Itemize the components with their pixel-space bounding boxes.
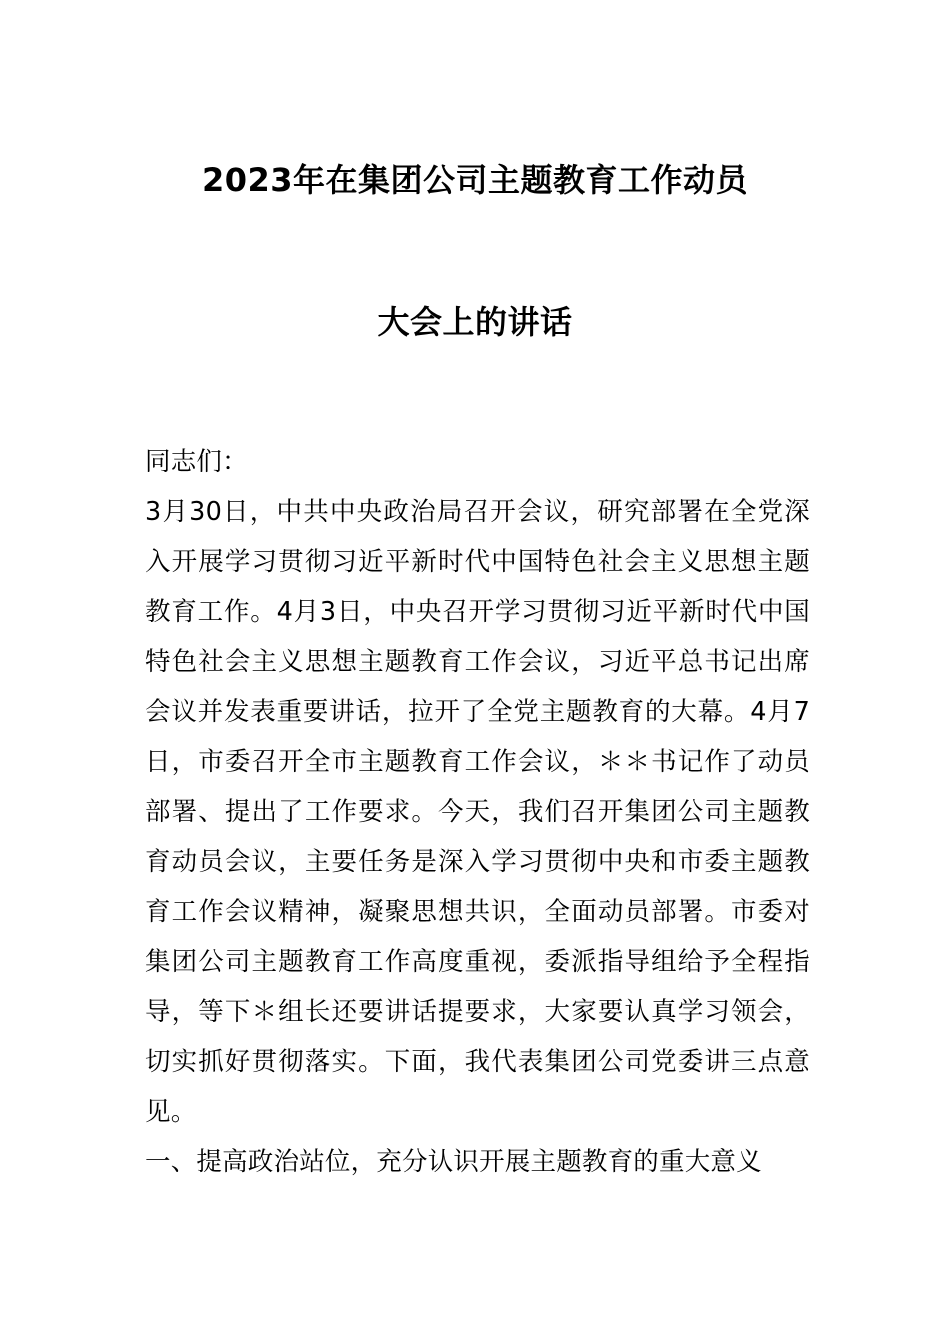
document-body	[145, 437, 810, 1187]
section-heading: 一、提高政治站位，充分认识开展主题教育的重大意义	[145, 1147, 762, 1177]
document-title-line-2: 大会上的讲话	[377, 303, 573, 341]
body-paragraph: 3月30日，中共中央政治局召开会议，研究部署在全党深入开展学习贯彻习近平新时代中国特色社会主义思想主题教育工作。4月3日，中央召开学习贯彻习近平新时代中国特色社会主义思想主题教育工作会议，习近平总书记出席会议并发表重要讲话，拉开了全党主题教育的大幕。4月7日，市委召开全市主题教育工作会议，＊＊书记作了动员部署、提出了工作要求。今天，我们召开集团公司主题教育动员会议，主要任务是深入学习贯彻中央和市委主题教育工作会议精神，凝聚思想共识，全面动员部署。市委对集团公司主题教育工作高度重视，委派指导组给予全程指导，等下＊组长还要讲话提要求，大家要认真学习领会，切实抓好贯彻落实。下面，我代表集团公司党委讲三点意见。	[145, 497, 810, 1127]
salutation: 同志们：	[145, 447, 248, 477]
document-title-line-1: 2023年在集团公司主题教育工作动员	[201, 161, 749, 199]
